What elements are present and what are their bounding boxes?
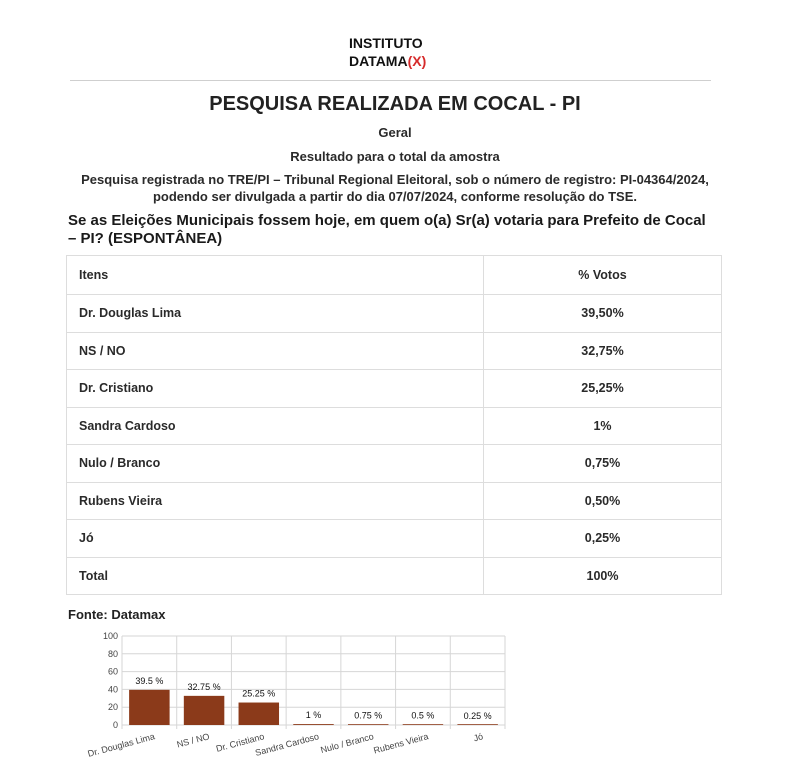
y-tick-label: 80	[107, 648, 118, 659]
table-row	[67, 295, 722, 333]
y-tick-label: 0	[112, 720, 118, 730]
results-table	[66, 255, 722, 595]
logo-close-paren: )	[421, 53, 427, 69]
category-label: Jó	[472, 731, 485, 744]
bar	[348, 724, 388, 725]
page-subtitle: Geral	[378, 125, 412, 140]
bar	[403, 724, 443, 725]
row-item: Rubens Vieira	[67, 482, 484, 520]
row-item: Total	[67, 557, 484, 595]
page-title: PESQUISA REALIZADA EM COCAL - PI	[209, 93, 581, 115]
row-item: Jó	[67, 520, 484, 558]
category-label: Nulo / Branco	[319, 731, 375, 756]
table-header-row	[67, 256, 722, 295]
row-votes: 25,25%	[484, 370, 722, 408]
brand-logo	[349, 34, 426, 70]
row-votes: 39,50%	[484, 295, 722, 333]
category-label: Dr. Cristiano	[214, 731, 266, 754]
source-note: Fonte: Datamax	[68, 607, 166, 622]
data-label: 0.5 %	[411, 710, 435, 721]
logo-x-mark: X	[412, 53, 422, 69]
table-row	[67, 482, 722, 520]
header-divider	[70, 80, 711, 81]
data-label: 0.25 %	[463, 710, 492, 721]
row-votes: 0,75%	[484, 445, 722, 483]
row-item: Dr. Douglas Lima	[67, 295, 484, 333]
row-votes: 32,75%	[484, 332, 722, 370]
y-tick-label: 40	[107, 684, 118, 695]
bar	[129, 690, 169, 725]
registration-note: Pesquisa registrada no TRE/PI – Tribunal Regional Eleitoral, sob o número de registro: PI-04364/2024, podendo ser divulgada a partir do dia 07/07/2024, conforme resolução do TSE.	[81, 172, 709, 204]
y-tick-label: 100	[102, 631, 118, 641]
logo-line1: INSTITUTO	[349, 35, 423, 51]
row-item: Dr. Cristiano	[67, 370, 484, 408]
row-votes: 0,25%	[484, 520, 722, 558]
survey-question: Se as Eleições Municipais fossem hoje, em quem o(a) Sr(a) votaria para Prefeito de Cocal – PI? (ESPONTÂNEA)	[68, 212, 706, 247]
row-item: Sandra Cardoso	[67, 407, 484, 445]
data-label: 0.75 %	[354, 710, 383, 721]
vote-bar-chart	[60, 628, 510, 780]
table-row	[67, 370, 722, 408]
data-label: 25.25 %	[242, 688, 276, 699]
header-items: Itens	[67, 256, 484, 295]
row-votes: 1%	[484, 407, 722, 445]
table-row-total	[67, 557, 722, 595]
table-row	[67, 520, 722, 558]
data-label: 32.75 %	[187, 681, 221, 692]
bar	[184, 696, 224, 725]
logo-open-paren: (	[407, 53, 413, 69]
table-row	[67, 445, 722, 483]
header-votes: % Votos	[484, 256, 722, 295]
data-label: 39.5 %	[135, 675, 164, 686]
row-votes: 0,50%	[484, 482, 722, 520]
row-votes: 100%	[484, 557, 722, 595]
sample-subtitle: Resultado para o total da amostra	[290, 149, 500, 164]
bar	[293, 724, 333, 725]
bar	[239, 703, 279, 725]
row-item: NS / NO	[67, 332, 484, 370]
bar	[457, 724, 497, 725]
table-row	[67, 407, 722, 445]
category-label: Rubens Vieira	[372, 731, 430, 756]
category-label: Sandra Cardoso	[254, 731, 321, 758]
row-item: Nulo / Branco	[67, 445, 484, 483]
logo-line2	[349, 52, 426, 70]
data-label: 1 %	[305, 710, 322, 721]
table-row	[67, 332, 722, 370]
logo-line2-main: DATAMA	[349, 53, 408, 69]
category-label: NS / NO	[175, 731, 211, 750]
y-tick-label: 60	[107, 666, 118, 677]
category-label: Dr. Douglas Lima	[86, 731, 156, 759]
y-tick-label: 20	[107, 702, 118, 713]
